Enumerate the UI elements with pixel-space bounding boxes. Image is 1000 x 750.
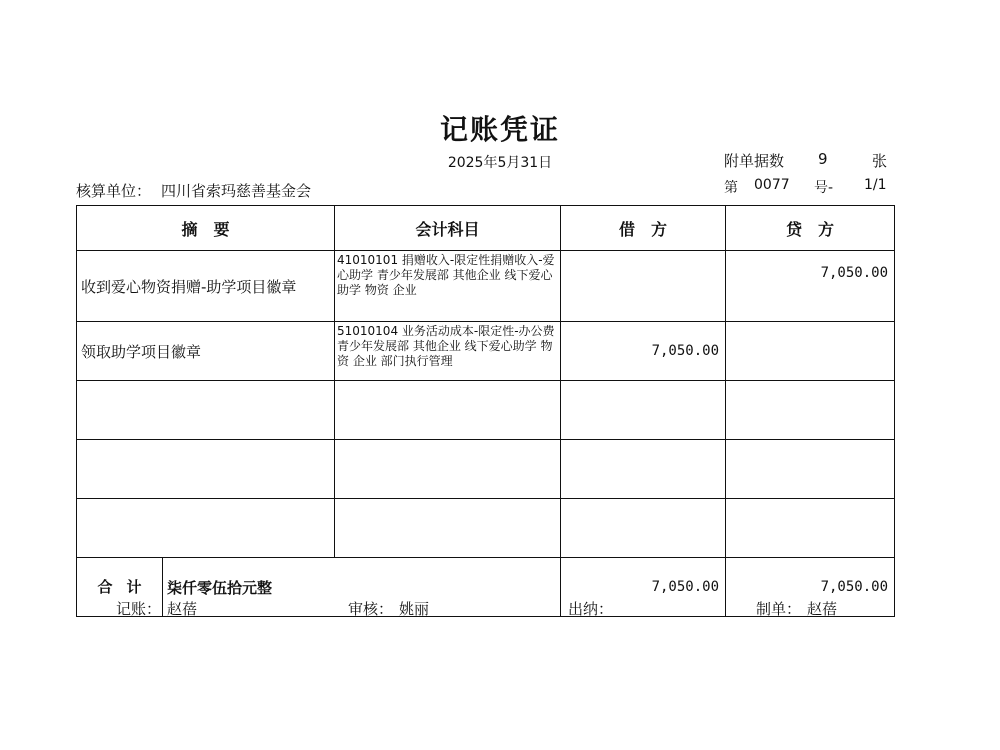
col-credit: 贷 方	[726, 206, 895, 251]
entry-debit	[561, 499, 726, 558]
voucher-no: 0077	[754, 177, 790, 193]
table-row	[77, 322, 895, 381]
entry-summary: 领取助学项目徽章	[77, 322, 335, 381]
entry-credit	[726, 381, 895, 440]
voucher-page: 1/1	[864, 177, 887, 193]
reviewer-name: 姚丽	[399, 600, 430, 618]
col-summary: 摘 要	[77, 206, 335, 251]
entry-debit	[561, 251, 726, 322]
total-debit: 7,050.00	[561, 558, 726, 617]
col-account: 会计科目	[335, 206, 561, 251]
cashier	[568, 598, 613, 619]
accounting-unit	[76, 180, 311, 201]
bookkeeper-name: 赵蓓	[167, 600, 198, 618]
voucher-suffix: 号-	[814, 180, 834, 196]
attachment-info	[724, 150, 894, 171]
attachment-label: 附单据数	[724, 152, 785, 170]
entry-debit: 7,050.00	[561, 322, 726, 381]
unit-label: 核算单位：	[76, 182, 152, 200]
total-label: 合计	[77, 558, 163, 616]
voucher-title: 记账凭证	[439, 113, 560, 146]
entry-credit	[726, 440, 895, 499]
attachment-unit: 张	[872, 152, 888, 170]
entry-summary	[77, 381, 335, 440]
table-header-row	[77, 206, 895, 251]
entry-account	[335, 499, 561, 558]
total-in-words: 柒仟零伍拾元整	[167, 578, 273, 597]
entry-credit	[726, 499, 895, 558]
preparer-name: 赵蓓	[807, 600, 838, 618]
bookkeeper	[116, 598, 197, 619]
entry-debit	[561, 440, 726, 499]
entry-credit	[726, 322, 895, 381]
total-credit: 7,050.00	[726, 558, 895, 617]
table-row	[77, 499, 895, 558]
reviewer	[348, 598, 429, 619]
col-debit: 借 方	[561, 206, 726, 251]
entry-summary: 收到爱心物资捐赠-助学项目徽章	[77, 251, 335, 322]
entry-account: 51010104 业务活动成本-限定性-办公费 青少年发展部 其他企业 线下爱心助学 物资 企业 部门执行管理	[335, 322, 561, 381]
bookkeeper-label: 记账：	[116, 600, 162, 618]
entry-account: 41010101 捐赠收入-限定性捐赠收入-爱心助学 青少年发展部 其他企业 线下爱心助学 物资 企业	[335, 251, 561, 322]
attachment-count: 9	[818, 150, 828, 168]
entry-account	[335, 440, 561, 499]
table-row	[77, 381, 895, 440]
preparer	[756, 598, 837, 619]
entry-summary	[77, 440, 335, 499]
entry-account	[335, 381, 561, 440]
reviewer-label: 审核：	[348, 600, 394, 618]
voucher-date: 2025年5月31日	[447, 155, 553, 171]
voucher-table	[76, 205, 895, 617]
entry-credit: 7,050.00	[726, 251, 895, 322]
entry-debit	[561, 381, 726, 440]
cashier-label: 出纳：	[568, 600, 614, 618]
entry-summary	[77, 499, 335, 558]
table-row	[77, 440, 895, 499]
preparer-label: 制单：	[756, 600, 802, 618]
table-row	[77, 251, 895, 322]
voucher-prefix: 第	[724, 180, 738, 196]
unit-name: 四川省索玛慈善基金会	[161, 182, 312, 200]
